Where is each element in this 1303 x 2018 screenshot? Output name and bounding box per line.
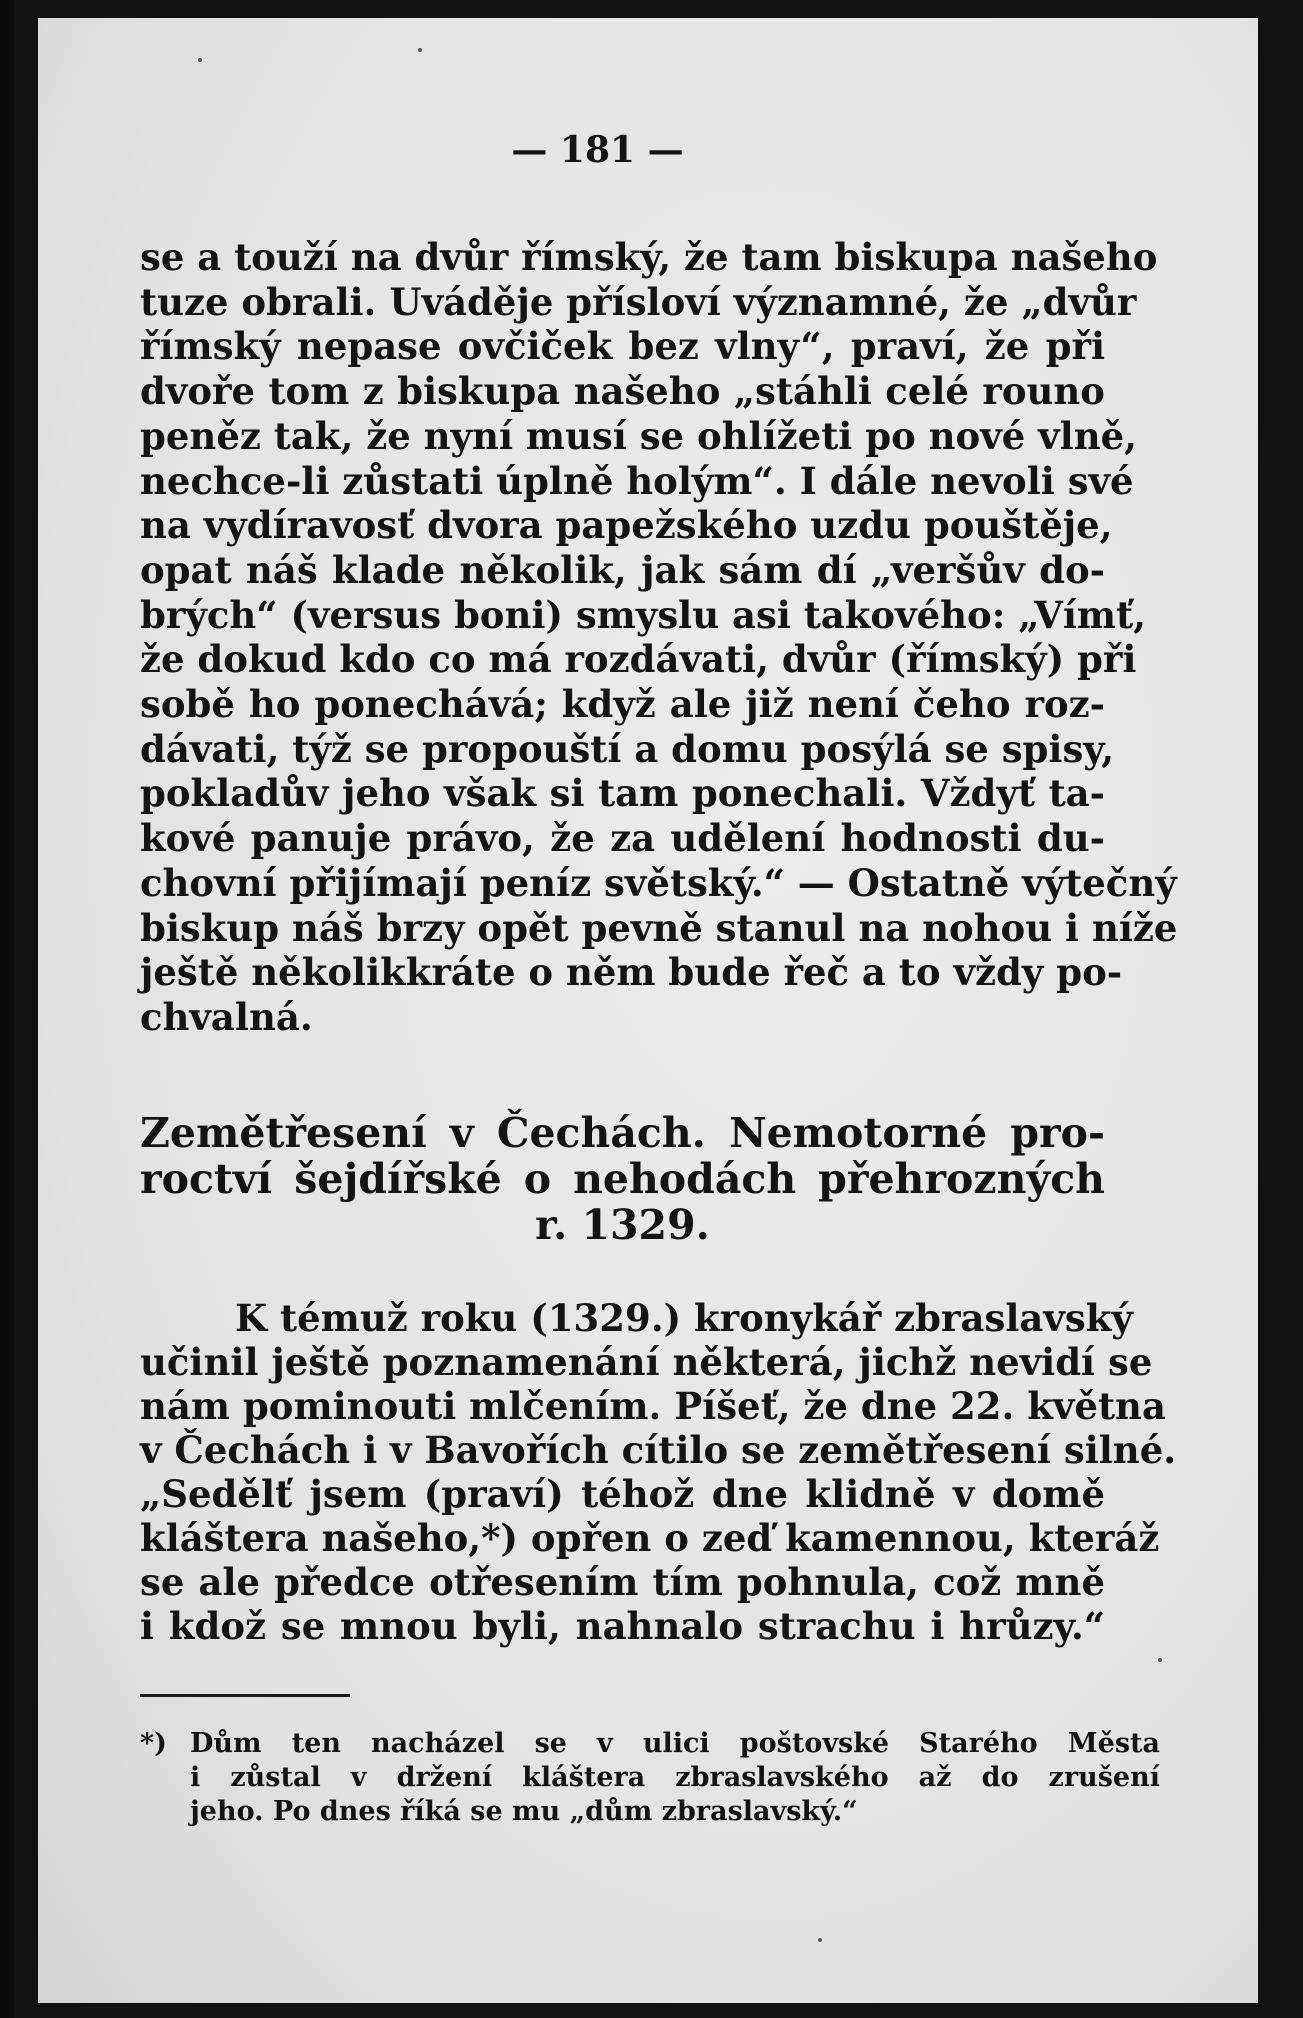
text-line: i kdož se mnou byli, nahnalo strachu i hrůzy.“	[140, 1603, 1105, 1648]
text-line: ještě několikkráte o něm bude řeč a to vždy po-	[140, 950, 1123, 995]
text-line: v Čechách i v Bavořích cítilo se zemětřesení silné.	[140, 1427, 1177, 1472]
text-line: na vydíravosť dvora papežského uzdu pouštěje,	[140, 503, 1113, 548]
footnote	[140, 1727, 1160, 1829]
text-line: chvalná.	[140, 994, 313, 1039]
text-line: tuze obrali. Uváděje přísloví významné, že „dvůr	[140, 279, 1137, 324]
text-line: pokladův jeho však si tam ponechali. Vždyť ta-	[140, 771, 1105, 816]
footnote-line	[140, 1727, 1160, 1761]
footnote-line: i zůstal v držení kláštera zbraslavského až do zrušení	[190, 1761, 1160, 1793]
paper-speck	[418, 48, 422, 52]
text-line: se a touží na dvůr římský, že tam biskupa našeho	[140, 235, 1158, 279]
page-gutter-shadow	[0, 0, 14, 2018]
page-content	[140, 120, 1178, 1829]
heading-line: roctví šejdířské o nehodách přehrozných	[140, 1154, 1105, 1203]
text-line: kové panuje právo, že za udělení hodnosti du-	[140, 816, 1105, 861]
paper-speck	[1158, 1658, 1162, 1662]
footnote-divider	[140, 1694, 350, 1697]
page-number: — 181 —	[511, 129, 684, 171]
text-line: dávati, týž se propouští a domu posýlá se spisy,	[140, 726, 1115, 771]
text-line: se ale předce otřesením tím pohnula, což mně	[140, 1559, 1105, 1604]
text-line: dvoře tom z biskupa našeho „stáhli celé rouno	[140, 369, 1105, 414]
section-heading	[140, 1110, 1105, 1248]
text-line: opat náš klade několik, jak sám dí „veršův do-	[140, 547, 1105, 592]
text-line: kláštera našeho,*) opřen o zeď kamennou, kteráž	[140, 1515, 1160, 1560]
footnote-marker: *)	[140, 1727, 167, 1759]
text-line: římský nepase ovčiček bez vlny“, praví, že při	[140, 324, 1105, 369]
text-line: nám pominouti mlčením. Píšeť, že dne 22. května	[140, 1383, 1166, 1428]
text-line: K témuž roku (1329.) kronykář zbraslavský	[235, 1295, 1133, 1340]
paper-speck	[198, 58, 202, 62]
text-line: nechce-li zůstati úplně holým“. I dále nevoli své	[140, 458, 1134, 503]
text-line: „Sedělť jsem (praví) téhož dne klidně v domě	[140, 1471, 1105, 1516]
text-line: že dokud kdo co má rozdávati, dvůr (římský) při	[140, 637, 1137, 682]
heading-line: r. 1329.	[535, 1200, 710, 1249]
text-line: chovní přijímají peníz světský.“ — Ostatně výtečný	[140, 860, 1177, 905]
text-line: biskup náš brzy opět pevně stanul na nohou i níže	[140, 905, 1178, 950]
paper-speck	[818, 1938, 822, 1942]
text-line: učinil ještě poznamenání některá, jichž nevidí se	[140, 1339, 1153, 1384]
text-line: sobě ho ponechává; když ale již není čeho roz-	[140, 682, 1105, 727]
heading-line: Zemětřesení v Čechách. Nemotorné pro-	[140, 1108, 1105, 1157]
text-line: brých“ (versus boni) smyslu asi takového: „Vímť,	[140, 592, 1146, 637]
paragraph-1	[140, 235, 1178, 1040]
paragraph-2	[140, 1295, 1177, 1648]
footnote-text: Dům ten nacházel se v ulici poštovské Starého Města	[190, 1727, 1160, 1759]
footnote-line: jeho. Po dnes říká se mu „dům zbraslavský.“	[190, 1795, 858, 1827]
text-line: peněz tak, že nyní musí se ohlížeti po nové vlně,	[140, 413, 1138, 458]
